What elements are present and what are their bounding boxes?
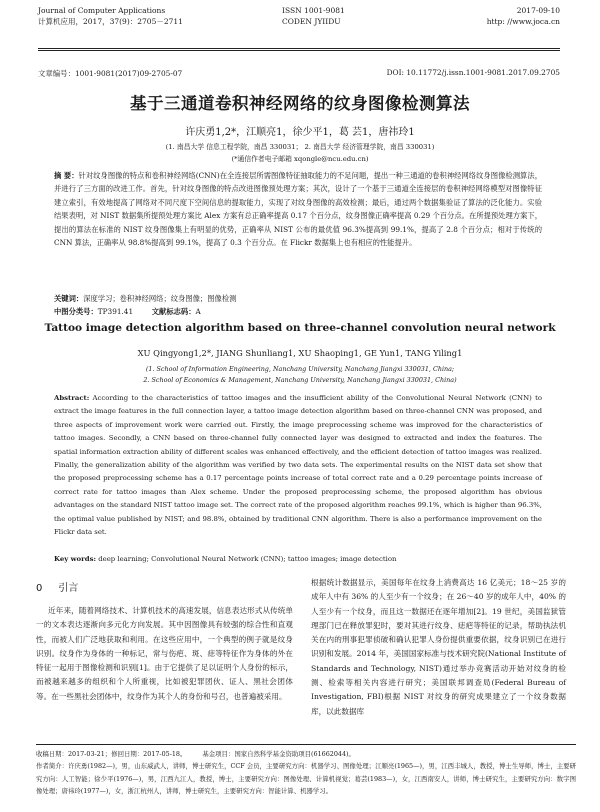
doi[interactable]: DOI: 10.11772/j.issn.1001-9081.2017.09.2705	[386, 68, 560, 77]
affiliation-cn	[0, 142, 600, 165]
journal-date-url	[487, 6, 560, 27]
keywords-cn-label: 关键词：	[54, 294, 84, 303]
journal-name	[38, 6, 183, 27]
keywords-en-block	[54, 553, 542, 566]
title-cn: 基于三通道卷积神经网络的纹身图像检测算法	[130, 94, 470, 113]
keywords-en-label: Key words:	[54, 555, 97, 563]
clc-value: TP391.41	[97, 307, 134, 316]
masthead-rule-bottom	[38, 50, 560, 51]
abstract-cn-text: 针对纹身图像的特点和卷积神经网络(CNN)在全连接层所需图像特征抽取能力的不足问题，提出一种三通道的卷积神经网络纹身图像检测算法，并进行了三方面的改进工作。首先，针对纹身图像的特点改进图像预处理方案；其次，设计了一个基于三通道全连接层的卷积神经网络模型对图像特征建立索引，有效地提高了网络对不同尺度下空间信息的提取能力，实现了对纹身图像的高效检测；最后，通过两个数据集验证了算法的泛化能力。实验结果表明，对 NIST 数据集所提预处理方案比 Alex 方案有总正确率提高 0.17 个百分点，纹身图像正确率提高 0.29 个百分点。在所提预处理方案下，提出的算法在标准的 NIST 纹身图像集上有明显的优势，正确率从 NIST 公布的最优值 96.3%提高到 99.1%，提高了 2.8 个百分点；相对于传统的 CNN 算法，正确率从 98.8%提高到 99.1%，提高了 0.3 个百分点。在 Flickr 数据集上也有相应的性能提升。	[54, 171, 542, 248]
keywords-cn-text: 深度学习；卷积神经网络；纹身图像；图像检测	[83, 294, 237, 303]
abstract-cn	[54, 169, 542, 249]
coden: CODEN JYIIDU	[282, 16, 341, 26]
affiliation-en	[0, 364, 600, 386]
section-heading	[36, 579, 78, 594]
article-meta	[38, 68, 560, 79]
abstract-en	[54, 392, 542, 539]
doc-code-value: A	[195, 307, 201, 316]
journal-url[interactable]: http: //www.joca.cn	[486, 16, 560, 26]
abstract-cn-label: 摘 要：	[54, 171, 79, 180]
publish-date: 2017-09-10	[516, 6, 560, 15]
title-en: Tattoo image detection algorithm based on three-channel convolution neural network	[44, 322, 556, 334]
keywords-cn-block	[54, 292, 542, 318]
doc-code-label: 文献标志码：	[151, 307, 196, 316]
section-number: 0	[36, 583, 43, 594]
abstract-en-label: Abstract:	[54, 394, 90, 402]
issn: ISSN 1001-9081	[282, 6, 345, 15]
masthead-rule-top	[38, 48, 560, 49]
journal-issue-cn: 计算机应用，2017，37(9)：2705－2711	[38, 16, 183, 26]
section-title: 引言	[58, 583, 79, 594]
affiliation-en-line-2: 2. School of Economics & Management, Nanchang University, Nanchang Jiangxi 330031, China)	[143, 376, 457, 384]
footnote	[36, 748, 576, 798]
received-date: 收稿日期：2017-03-21；修回日期：2017-05-18。	[36, 750, 187, 758]
fund-info: 基金项目：国家自然科学基金资助项目(61662044)。	[202, 750, 355, 758]
authors-cn: 许庆勇1,2*，江顺亮1，徐少平1，葛 芸1，唐祎玲1	[185, 127, 415, 138]
authors-en: XU Qingyong1,2*, JIANG Shunliang1, XU Shaoping1, GE Yun1, TANG Yiling1	[137, 348, 463, 358]
article-number: 文章编号：1001-9081(2017)09-2705-07	[38, 69, 183, 78]
abstract-en-text: According to the characteristics of tattoo images and the insufficient ability of the Convolutional Neural Network (CNN) to extract the image features in the full connection layer, a tattoo image detection algorithm based on three-channel CNN was proposed, and three aspects of improvement work were carried out. Firstly, the image preprocessing scheme was improved for the characteristics of tattoo images. Secondly, a CNN based on three-channel fully connected layer was designed to extracted and index the features. The spatial information extraction ability of different scales was enhanced effectively, and the efficient detection of tattoo images was realized. Finally, the generalization ability of the algorithm was verified by two data sets. The experimental results on the NIST data set show that the proposed preprocessing scheme has a 0.17 percentage points increase of total correct rate and a 0.29 percentage points increase of correct rate for tattoo images than Alex scheme. Under the proposed preprocessing scheme, the proposed algorithm has obvious advantages on the standard NIST tattoo image set. The correct rate of the proposed algorithm reaches 99.1%, which is higher than 96.3%, the optimal value published by NIST; and 98.8%, obtained by traditional CNN algorithm. There is also a performance improvement on the Flickr data set.	[54, 394, 542, 537]
author-bio: 作者简介：许庆勇(1982—)，男，山东威武人，讲师，博士研究生，CCF 会员，主要研究方向：机器学习、图像处理；江顺亮(1965—)，男，江西丰城人，教授，博士生导师，博士，主要研究方向：人工智能；徐少平(1976—)，男，江西九江人，教授，博士，主要研究方向：图像处理、计算机视觉；葛芸(1983—)，女，江西南安人，讲师，博士研究生，主要研究方向：数字图像处理；唐祎玲(1977—)，女，浙江杭州人，讲师，博士研究生，主要研究方向：智能计算、机器学习。	[36, 762, 576, 796]
journal-name-en: Journal of Computer Applications	[38, 6, 166, 15]
corresponding-email: (*通信作者电子邮箱 xqongle@ncu.edu.cn)	[231, 154, 369, 163]
footnote-rule	[36, 744, 576, 745]
masthead	[38, 6, 560, 46]
journal-codes	[282, 6, 345, 27]
affiliation-en-line-1: (1. School of Information Engineering, Nanchang University, Nanchang Jiangxi 330031, China;	[145, 365, 455, 373]
body-column-right: 根据统计数据显示，美国每年在纹身上消费高达 16 亿美元；18～25 岁的成年人中有 36% 的人至少有一个纹身；在 26～40 岁的成年人中，40% 的人至少有一个纹身，而且这一数据还在逐年增加[2]。19 世纪，美国监狱管理部门已在释放罪犯时，要对其进行纹身、痣疤等特征的记录，帮助执法机关在内的刑事犯罪侦破和确认犯罪人身份提供重要依据，纹身识别已在进行识别和发展。2014 年，美国国家标准与技术研究院(National Institute of Standards and Technology, NIST)通过举办竞赛活动开始对纹身的检测、检索等相关内容进行研究；美国联邦调查局(Federal Bureau of Investigation, FBI)根据 NIST 对纹身的研究成果建立了一个纹身数据库，以此数据库	[311, 578, 566, 716]
clc-label: 中图分类号：	[54, 307, 98, 316]
affiliation-cn-line: (1. 南昌大学 信息工程学院，南昌 330031； 2. 南昌大学 经济管理学院，南昌 330031)	[165, 143, 435, 151]
body-column-left: 近年来，随着网络技术、计算机技术的高速发展，信息表达形式从传统单一的文本表达逐渐向多元化方向发展。其中因图像具有较强的综合性和直观性，而被人们广泛地获取和利用。在这些应用中，一个典型的例子就是纹身识别。纹身作为身体的一种标记，常与伤疤、斑、痣等特征作为身体的外在特征一起用于图像检测和识别[1]。由于它提供了足以证明个人身份的标示，而被越来越多的组织和个人所重视，比如被犯罪团伙、证人、黑社会团体等。在一些黑社会团体中，纹身作为其个人的身份和号召，也普遍被采用。	[36, 606, 293, 701]
keywords-en-text: deep learning; Convolutional Neural Network (CNN); tattoo images; image detection	[98, 555, 397, 563]
